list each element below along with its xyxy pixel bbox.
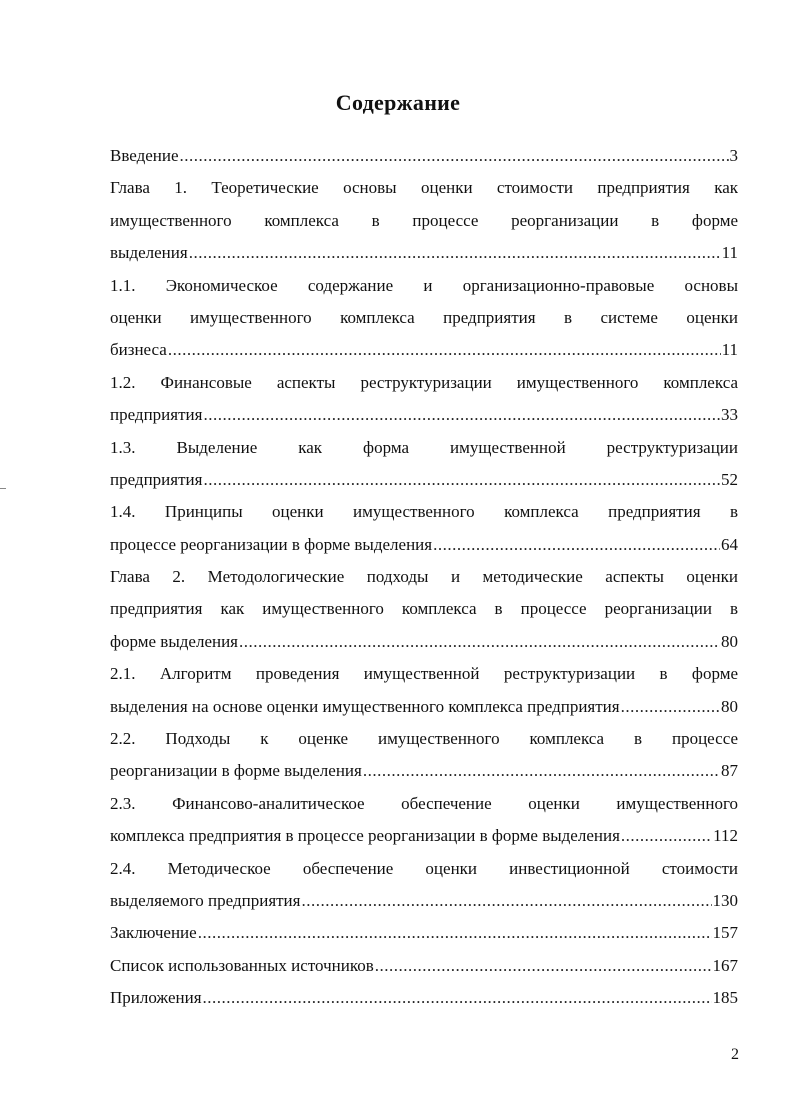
toc-entry-title: комплекса предприятия в процессе реорганизации в форме выделения <box>110 826 620 846</box>
dot-leader <box>203 982 712 1014</box>
toc-entry-text-line: 2.2. Подходы к оценке имущественного комплекса в процессе <box>110 729 738 749</box>
toc-entry-title: Приложения <box>110 988 202 1008</box>
toc-entry-page-number: 11 <box>721 243 738 263</box>
toc-entry-leader-line <box>110 982 738 1014</box>
toc-entry-text-line: оценки имущественного комплекса предприятия в системе оценки <box>110 307 738 327</box>
dot-leader <box>433 529 720 561</box>
table-of-contents <box>110 140 738 1015</box>
toc-entry-page-number: 167 <box>712 955 738 975</box>
toc-entry[interactable] <box>110 270 738 367</box>
toc-entry[interactable] <box>110 367 738 432</box>
toc-entry-text-line: 2.4. Методическое обеспечение оценки инвестиционной стоимости <box>110 858 738 878</box>
toc-entry[interactable] <box>110 658 738 723</box>
toc-entry-leader-line <box>110 626 738 658</box>
toc-entry[interactable] <box>110 432 738 497</box>
dot-leader <box>621 820 712 852</box>
toc-entry[interactable] <box>110 917 738 949</box>
toc-entry-leader-line <box>110 464 738 496</box>
toc-entry-title: бизнеса <box>110 340 167 360</box>
toc-entry-title: выделяемого предприятия <box>110 890 301 910</box>
toc-entry-title: выделения на основе оценки имущественного комплекса предприятия <box>110 696 620 716</box>
toc-entry-page-number: 185 <box>712 988 738 1008</box>
toc-entry-title: процессе реорганизации в форме выделения <box>110 534 433 554</box>
toc-entry-leader-line <box>110 529 738 561</box>
toc-entry-page-number: 157 <box>712 923 738 943</box>
toc-entry[interactable] <box>110 561 738 658</box>
toc-entry-title: Заключение <box>110 923 197 943</box>
dot-leader <box>189 237 721 269</box>
toc-entry-text-line: 2.3. Финансово-аналитическое обеспечение оценки имущественного <box>110 793 738 813</box>
toc-entry-text-line: имущественного комплекса в процессе реорганизации в форме <box>110 210 738 230</box>
toc-entry-page-number: 11 <box>721 340 738 360</box>
toc-entry-text-line: 1.1. Экономическое содержание и организационно-правовые основы <box>110 275 738 295</box>
toc-entry-title: Введение <box>110 146 179 165</box>
dot-leader <box>621 691 720 723</box>
dot-leader <box>180 140 729 172</box>
toc-entry-leader-line <box>110 820 738 852</box>
toc-entry-leader-line <box>110 950 738 982</box>
toc-entry[interactable] <box>110 140 738 172</box>
toc-entry-title: реорганизации в форме выделения <box>110 761 362 781</box>
toc-entry-page-number: 33 <box>721 405 738 425</box>
toc-entry-text-line: 1.4. Принципы оценки имущественного комплекса предприятия в <box>110 502 738 522</box>
toc-entry-leader-line <box>110 399 738 431</box>
toc-entry[interactable] <box>110 950 738 982</box>
dot-leader <box>198 917 712 949</box>
toc-entry[interactable] <box>110 496 738 561</box>
toc-entry-title: предприятия <box>110 405 203 425</box>
toc-entry-leader-line <box>110 885 738 917</box>
toc-entry-leader-line <box>110 334 738 366</box>
toc-entry-leader-line <box>110 691 738 723</box>
toc-entry-page-number: 112 <box>713 826 738 846</box>
dot-leader <box>363 755 720 787</box>
toc-entry-text-line: Глава 2. Методологические подходы и методические аспекты оценки <box>110 567 738 587</box>
dot-leader <box>168 334 721 366</box>
toc-entry-page-number: 80 <box>721 696 738 716</box>
toc-entry-page-number: 87 <box>721 761 738 781</box>
toc-entry-title: предприятия <box>110 469 203 489</box>
toc-entry[interactable] <box>110 982 738 1014</box>
toc-entry-text-line: 2.1. Алгоритм проведения имущественной реструктуризации в форме <box>110 664 738 684</box>
toc-entry[interactable] <box>110 723 738 788</box>
toc-entry[interactable] <box>110 172 738 269</box>
toc-entry-page-number: 3 <box>729 146 738 165</box>
toc-entry-leader-line <box>110 755 738 787</box>
dot-leader <box>375 950 712 982</box>
toc-entry-text-line: 1.3. Выделение как форма имущественной реструктуризации <box>110 437 738 457</box>
page-title: Содержание <box>335 90 461 115</box>
page-number: 2 <box>731 1046 739 1063</box>
toc-entry-text-line: предприятия как имущественного комплекса в процессе реорганизации в <box>110 599 738 619</box>
toc-entry-page-number: 64 <box>721 534 738 554</box>
toc-entry-title: Список использованных источников <box>110 955 374 975</box>
dot-leader <box>203 399 720 431</box>
dot-leader <box>239 626 720 658</box>
toc-entry[interactable] <box>110 853 738 918</box>
scan-speck <box>0 488 6 489</box>
toc-entry-page-number: 130 <box>712 890 738 910</box>
toc-entry-text-line: 1.2. Финансовые аспекты реструктуризации имущественного комплекса <box>110 372 738 392</box>
dot-leader <box>301 885 711 917</box>
toc-entry[interactable] <box>110 788 738 853</box>
toc-entry-title: выделения <box>110 243 188 263</box>
toc-entry-text-line: Глава 1. Теоретические основы оценки стоимости предприятия как <box>110 178 738 198</box>
toc-entry-page-number: 80 <box>721 631 738 651</box>
toc-entry-leader-line <box>110 237 738 269</box>
toc-entry-page-number: 52 <box>721 469 738 489</box>
toc-entry-title: форме выделения <box>110 631 238 651</box>
dot-leader <box>203 464 720 496</box>
toc-entry-leader-line <box>110 140 738 172</box>
toc-entry-leader-line <box>110 917 738 949</box>
